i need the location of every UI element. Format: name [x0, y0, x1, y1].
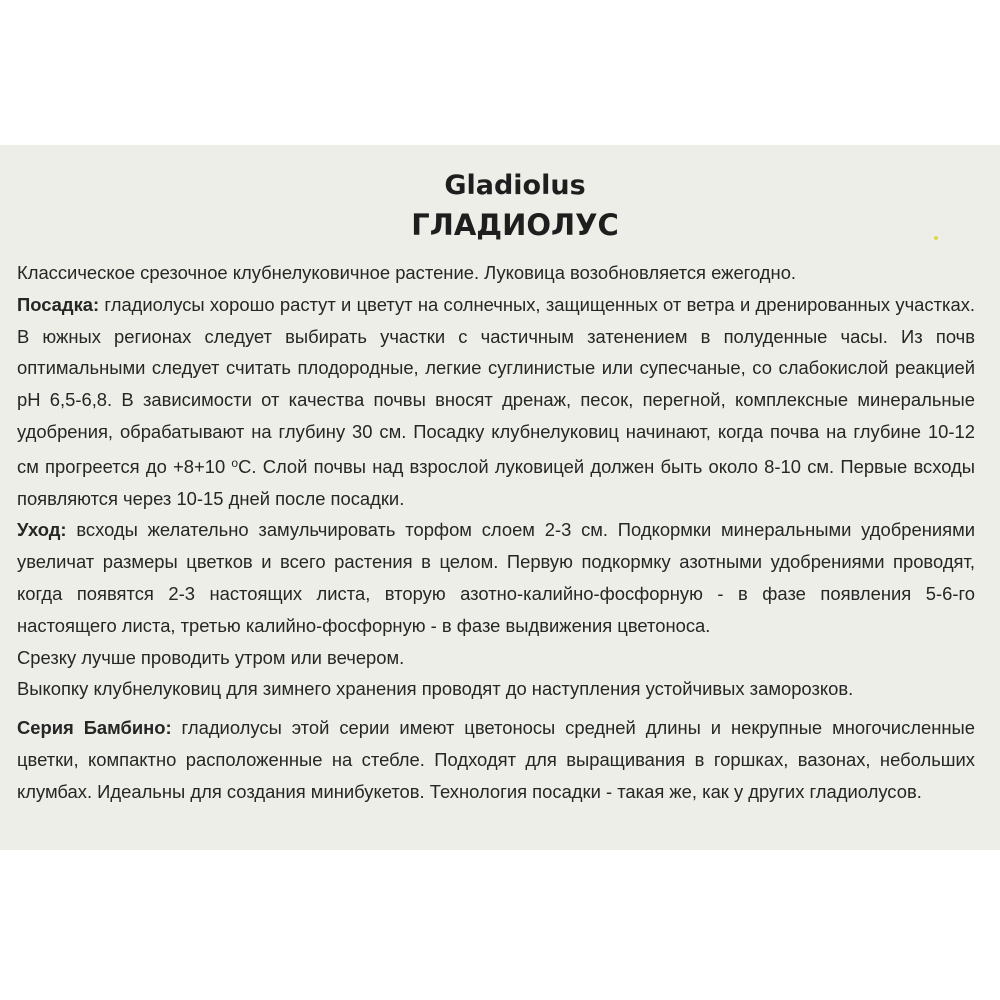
cutting-note: Срезку лучше проводить утром или вечером.: [17, 646, 405, 668]
intro-paragraph: Классическое срезочное клубнелуковичное растение. Луковица возобновляется ежегодно.: [17, 262, 797, 283]
title-latin: Gladiolus: [444, 170, 586, 201]
degree-sign: о: [231, 455, 239, 470]
planting-text-continued: С. Слой почвы над взрослой луковицей должен быть около 8-10 см. Первые всходы появляются через 10-15 дней после посадки.: [17, 455, 976, 509]
series-label: Серия Бамбино:: [17, 717, 172, 738]
title-russian: ГЛАДИОЛУС: [411, 208, 619, 242]
main-text-block: [17, 257, 975, 705]
care-label: Уход:: [17, 519, 67, 541]
series-paragraph: [17, 712, 975, 807]
planting-text: гладиолусы хорошо растут и цветут на солнечных, защищенных от ветра и дренированных участках. В южных регионах следует выбирать участки с частичным затенением в полуденные часы. Из почв оптимальными следует считать плодородные, легкие суглинистые или супесчаные, со слабокислой реакцией pH 6,5-6,8. В зависимости от качества почвы вносят дренаж, песок, перегной, комплексные минеральные удобрения, обрабатывают на глубину 30 см. Посадку клубнелуковиц начинают, когда почва на глубине 10-12 см прогреется до +8+10: [17, 293, 975, 477]
planting-label: Посадка:: [17, 293, 100, 315]
series-text-block: [17, 712, 975, 807]
care-paragraph: [17, 514, 975, 641]
series-text: гладиолусы этой серии имеют цветоносы средней длины и некрупные многочисленные цветки, компактно расположенные на стебле. Подходят для выращивания в горшках, вазонах, небольших клумбах. Идеальны для создания минибукетов. Технология посадки - такая же, как у других гладиолусов.: [17, 717, 975, 802]
care-text: всходы желательно замульчировать торфом слоем 2-3 см. Подкормки минеральными удобрениями увеличат размеры цветков и всего растения в целом. Первую подкормку азотными удобрениями проводят, когда появятся 2-3 настоящих листа, вторую азотно-калийно-фосфорную - в фазе появления 5-6-го настоящего листа, третью калийно-фосфорную - в фазе выдвижения цветоноса.: [17, 519, 975, 636]
digging-note: Выкопку клубнелуковиц для зимнего хранения проводят до наступления устойчивых заморозков.: [17, 678, 854, 700]
planting-paragraph: [17, 289, 975, 515]
